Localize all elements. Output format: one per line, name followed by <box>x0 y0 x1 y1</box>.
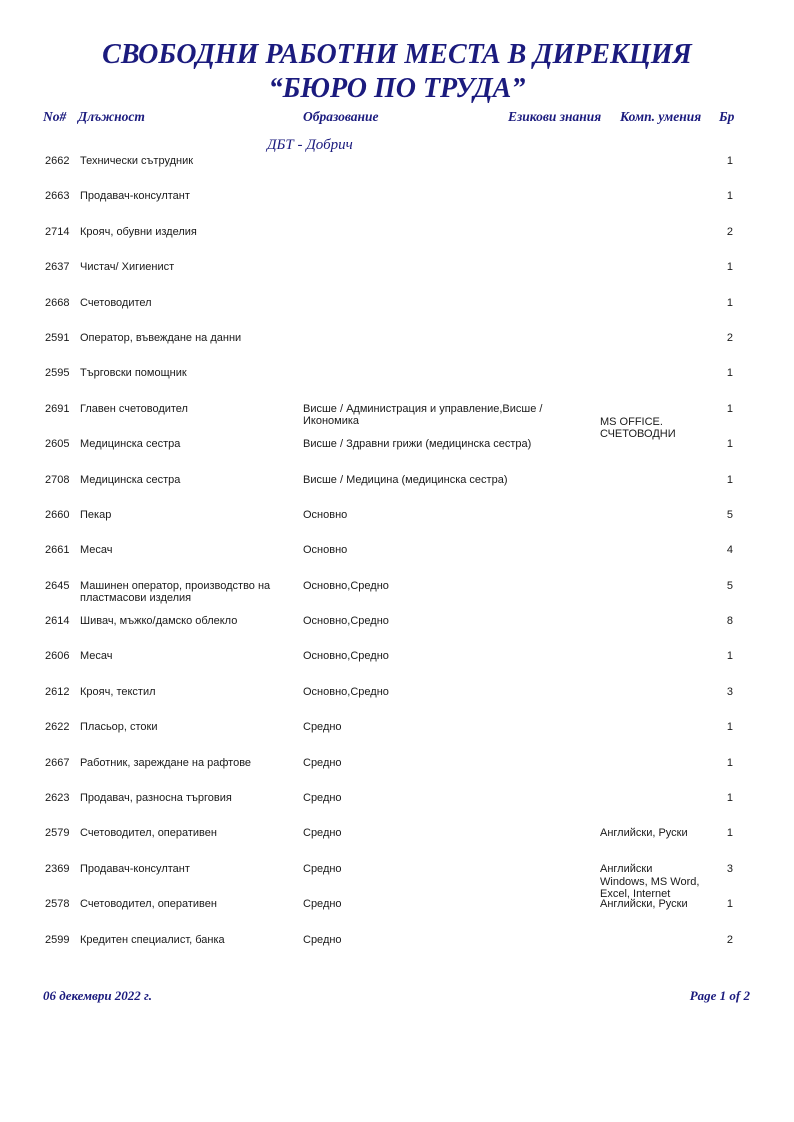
row-lang-comp <box>600 934 712 947</box>
row-languages <box>600 509 712 522</box>
row-position: Месач <box>80 650 113 663</box>
table-row <box>0 438 794 473</box>
row-languages: Английски <box>600 862 653 875</box>
row-count: 2 <box>726 331 733 344</box>
row-languages <box>600 650 712 663</box>
row-languages <box>600 580 712 593</box>
row-number: 2623 <box>45 792 70 805</box>
row-count: 2 <box>726 225 733 238</box>
row-lang-comp <box>600 544 712 557</box>
table-row <box>0 297 794 332</box>
table-header-row <box>0 109 794 129</box>
row-position: Пласьор, стоки <box>80 721 158 734</box>
row-lang-comp <box>600 367 712 380</box>
row-position: Счетоводител, оперативен <box>80 827 217 840</box>
row-number: 2614 <box>45 615 70 628</box>
table-row <box>0 261 794 296</box>
row-languages <box>600 297 712 310</box>
row-count: 4 <box>726 544 733 557</box>
row-count: 1 <box>726 473 733 486</box>
row-position: Крояч, текстил <box>80 685 156 698</box>
row-lang-comp <box>600 898 712 911</box>
table-row <box>0 474 794 509</box>
table-row <box>0 686 794 721</box>
table-row <box>0 615 794 650</box>
row-number: 2667 <box>45 756 70 769</box>
table-row <box>0 155 794 190</box>
row-position: Месач <box>80 544 113 557</box>
row-lang-comp <box>600 261 712 274</box>
footer-date: 06 декември 2022 г. <box>43 988 152 1003</box>
row-count: 1 <box>726 650 733 663</box>
row-count: 1 <box>726 367 733 380</box>
row-count: 1 <box>726 438 733 451</box>
row-education: Средно <box>303 721 342 734</box>
table-row <box>0 757 794 792</box>
table-row <box>0 792 794 827</box>
row-computer: MS OFFICE. СЧЕТОВОДНИ <box>600 415 676 441</box>
row-count: 1 <box>726 898 733 911</box>
table-row <box>0 226 794 261</box>
row-languages <box>600 155 712 168</box>
row-number: 2595 <box>45 367 70 380</box>
row-languages <box>600 332 712 345</box>
row-number: 2599 <box>45 933 70 946</box>
row-education: Висше / Здравни грижи (медицинска сестра) <box>303 438 532 451</box>
row-education: Средно <box>303 933 342 946</box>
row-number: 2662 <box>45 155 70 167</box>
row-lang-comp <box>600 580 712 593</box>
row-lang-comp <box>600 509 712 522</box>
row-lang-comp <box>600 757 712 770</box>
page-title-line1: СВОБОДНИ РАБОТНИ МЕСТА В ДИРЕКЦИЯ <box>102 39 692 70</box>
row-education: Висше / Медицина (медицинска сестра) <box>303 473 508 486</box>
row-education: Основно,Средно <box>303 579 389 592</box>
column-header-education: Образование <box>303 109 379 124</box>
row-languages <box>600 792 712 805</box>
row-number: 2668 <box>45 296 70 309</box>
row-number: 2663 <box>45 190 70 203</box>
table-row <box>0 827 794 862</box>
row-count: 5 <box>726 579 733 592</box>
row-number: 2579 <box>45 827 70 840</box>
row-languages <box>600 544 712 557</box>
row-lang-comp <box>600 226 712 239</box>
row-position: Счетоводител, оперативен <box>80 898 217 911</box>
row-computer: Windows, MS Word, Excel, Internet <box>600 875 700 901</box>
row-lang-comp <box>600 190 712 203</box>
row-number: 2714 <box>45 225 70 238</box>
row-count: 1 <box>726 827 733 840</box>
row-count: 1 <box>726 721 733 734</box>
page-footer <box>43 988 750 1006</box>
row-lang-comp <box>600 474 712 487</box>
row-number: 2708 <box>45 473 70 486</box>
row-education: Основно <box>303 544 348 557</box>
row-count: 2 <box>726 933 733 946</box>
column-header-computer: Комп. умения <box>620 109 702 124</box>
row-number: 2591 <box>45 331 70 344</box>
row-position: Счетоводител <box>80 296 152 309</box>
row-position: Продавач-консултант <box>80 190 190 203</box>
row-lang-comp <box>600 827 712 840</box>
row-position: Продавач-консултант <box>80 862 190 875</box>
row-number: 2612 <box>45 685 70 698</box>
row-number: 2645 <box>45 579 70 592</box>
row-position: Оператор, въвеждане на данни <box>80 331 242 344</box>
row-count: 3 <box>726 685 733 698</box>
row-position: Главен счетоводител <box>80 402 188 415</box>
row-languages <box>600 934 712 947</box>
row-number: 2606 <box>45 650 70 663</box>
row-count: 5 <box>726 508 733 521</box>
row-lang-comp <box>600 686 712 699</box>
row-number: 2637 <box>45 261 70 274</box>
row-position: Шивач, мъжко/дамско облекло <box>80 615 238 628</box>
row-lang-comp <box>600 438 712 451</box>
row-count: 1 <box>726 792 733 805</box>
row-position: Работник, зареждане на рафтове <box>80 756 252 769</box>
row-number: 2660 <box>45 508 70 521</box>
table-row <box>0 898 794 933</box>
row-education: Основно,Средно <box>303 685 389 698</box>
row-number: 2691 <box>45 402 70 415</box>
row-languages <box>600 226 712 239</box>
table-row <box>0 934 794 969</box>
row-position: Кредитен специалист, банка <box>80 933 225 946</box>
table-row <box>0 190 794 225</box>
row-position: Чистач/ Хигиенист <box>80 261 175 274</box>
row-languages: Английски, Руски <box>600 827 688 840</box>
row-count: 3 <box>726 862 733 875</box>
table-row <box>0 862 794 901</box>
row-languages <box>600 686 712 699</box>
table-row <box>0 580 794 615</box>
row-lang-comp <box>600 297 712 310</box>
row-number: 2661 <box>45 544 70 557</box>
column-header-languages: Езикови знания <box>508 109 602 124</box>
table-row <box>0 721 794 756</box>
section-heading: ДБТ - Добрич <box>267 137 353 153</box>
row-position: Крояч, обувни изделия <box>80 225 197 238</box>
table-row <box>0 367 794 402</box>
row-languages <box>600 403 712 416</box>
row-education: Основно <box>303 508 348 521</box>
row-languages <box>600 190 712 203</box>
row-education: Висше / Администрация и управление,Висше / Икономика <box>303 402 543 428</box>
row-number: 2369 <box>45 862 70 875</box>
row-languages <box>600 474 712 487</box>
row-count: 1 <box>726 155 733 167</box>
row-count: 1 <box>726 261 733 274</box>
row-education: Основно,Средно <box>303 650 389 663</box>
row-languages <box>600 615 712 628</box>
row-languages <box>600 757 712 770</box>
row-education: Средно <box>303 898 342 911</box>
row-languages: Английски, Руски <box>600 898 688 911</box>
row-languages <box>600 261 712 274</box>
table-row <box>0 402 794 441</box>
row-education: Средно <box>303 862 342 875</box>
row-languages <box>600 438 712 451</box>
column-header-count: Бр <box>719 109 735 124</box>
row-lang-comp <box>600 792 712 805</box>
row-lang-comp <box>600 721 712 734</box>
row-position: Медицинска сестра <box>80 438 181 451</box>
row-languages <box>600 367 712 380</box>
table-row <box>0 544 794 579</box>
row-education: Основно,Средно <box>303 615 389 628</box>
row-number: 2605 <box>45 438 70 451</box>
row-education: Средно <box>303 827 342 840</box>
table-row <box>0 650 794 685</box>
row-position: Технически сътрудник <box>80 155 194 167</box>
row-lang-comp <box>600 155 712 168</box>
row-count: 1 <box>726 190 733 203</box>
page-title <box>0 38 794 106</box>
footer-page-number: Page 1 of 2 <box>689 988 750 1003</box>
column-header-no: No# <box>43 109 67 124</box>
row-position: Продавач, разносна търговия <box>80 792 232 805</box>
row-count: 1 <box>726 402 733 415</box>
row-position: Медицинска сестра <box>80 473 181 486</box>
row-count: 8 <box>726 615 733 628</box>
table-row <box>0 332 794 367</box>
table-rows <box>0 155 794 969</box>
table-row <box>0 509 794 544</box>
row-number: 2622 <box>45 721 70 734</box>
row-count: 1 <box>726 756 733 769</box>
row-lang-comp <box>600 403 712 441</box>
row-position: Пекар <box>80 508 112 521</box>
row-lang-comp <box>600 650 712 663</box>
row-number: 2578 <box>45 898 70 911</box>
row-languages <box>600 721 712 734</box>
row-lang-comp <box>600 332 712 345</box>
row-count: 1 <box>726 296 733 309</box>
page-title-line2: “БЮРО ПО ТРУДА” <box>268 73 526 104</box>
row-education: Средно <box>303 756 342 769</box>
row-lang-comp <box>600 615 712 628</box>
row-lang-comp <box>600 863 712 901</box>
row-education: Средно <box>303 792 342 805</box>
row-position: Търговски помощник <box>80 367 187 380</box>
column-header-position: Длъжност <box>78 109 145 124</box>
row-position: Машинен оператор, производство на пластмасови изделия <box>80 579 271 605</box>
